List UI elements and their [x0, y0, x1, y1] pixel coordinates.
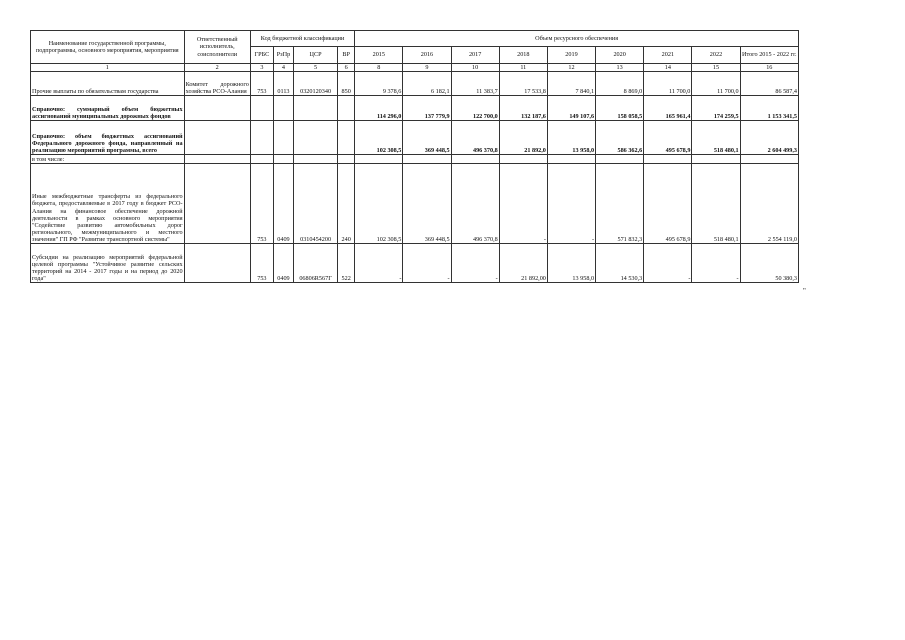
row-value: 7 840,1 [547, 72, 595, 96]
row-grbs: 753 [250, 164, 273, 244]
row-value: 11 700,0 [644, 72, 692, 96]
column-numbers-row [31, 64, 799, 72]
row-executor [184, 244, 250, 283]
row-total: 2 554 119,0 [740, 164, 798, 244]
col-number: 13 [596, 64, 644, 72]
col-number: 11 [499, 64, 547, 72]
row-rzpr: 0409 [273, 164, 293, 244]
row-value: 102 308,5 [355, 164, 403, 244]
col-number: 16 [740, 64, 798, 72]
row-value: - [355, 244, 403, 283]
row-value: 158 058,5 [596, 96, 644, 121]
row-name: Иные межбюджетные трансферты из федерального бюджета, предоставляемые в 2017 году в бюджет РСО-Алания на финансовое обеспечение дорожной деятельности в рамках основного мероприятия "Содействие развитию автомобильных дорог регионального, межмуниципального и местного значения" ГП РФ "Развитие транспортной системы" [31, 164, 185, 244]
row-executor: Комитет дорожного хозяйства РСО-Алания [184, 72, 250, 96]
row-value: - [451, 244, 499, 283]
row-executor [184, 96, 250, 121]
row-rzpr [273, 121, 293, 155]
col-number: 10 [451, 64, 499, 72]
col-number: 4 [273, 64, 293, 72]
row-name: Справочно: объем бюджетных ассигнований Федерального дорожного фонда, направленный на реализацию мероприятий программы, всего [31, 121, 185, 155]
col-number: 9 [403, 64, 451, 72]
col-number: 12 [547, 64, 595, 72]
header-executor: Ответственный исполнитель, соисполнители [184, 31, 250, 64]
row-executor [184, 164, 250, 244]
row-csr: 0310454200 [293, 164, 337, 244]
row-value: 122 700,0 [451, 96, 499, 121]
row-csr: 06806R567Г [293, 244, 337, 283]
row-value: - [499, 164, 547, 244]
row-rzpr: 0409 [273, 244, 293, 283]
row-name: Прочие выплаты по обязательствам государства [31, 72, 185, 96]
row-grbs: 753 [250, 244, 273, 283]
header-csr: ЦСР [293, 47, 337, 64]
header-year: 2019 [547, 47, 595, 64]
row-value: 518 480,1 [692, 121, 740, 155]
row-value: 149 107,6 [547, 96, 595, 121]
header-total: Итого 2015 - 2022 гг. [740, 47, 798, 64]
header-year: 2017 [451, 47, 499, 64]
table-row [31, 72, 799, 96]
header-grbs: ГРБС [250, 47, 273, 64]
row-vr: 522 [338, 244, 355, 283]
row-value: 21 892,00 [499, 244, 547, 283]
header-vr: ВР [338, 47, 355, 64]
row-executor [184, 121, 250, 155]
row-value: 6 182,1 [403, 72, 451, 96]
table-row [31, 96, 799, 121]
row-value: 17 533,8 [499, 72, 547, 96]
col-number: 2 [184, 64, 250, 72]
header-year: 2021 [644, 47, 692, 64]
row-vr [338, 96, 355, 121]
row-vr [338, 121, 355, 155]
row-rzpr [273, 96, 293, 121]
header-year: 2022 [692, 47, 740, 64]
row-value: 496 370,8 [451, 121, 499, 155]
row-value: 165 961,4 [644, 96, 692, 121]
col-number: 8 [355, 64, 403, 72]
row-value: 114 296,0 [355, 96, 403, 121]
row-name: Субсидии на реализацию мероприятий федеральной целевой программы "Устойчивое развитие сельских территорий на 2014 - 2017 годы и на период до 2020 года" [31, 244, 185, 283]
row-rzpr: 0113 [273, 72, 293, 96]
row-grbs [250, 121, 273, 155]
row-value: 369 448,5 [403, 164, 451, 244]
row-vr: 850 [338, 72, 355, 96]
row-name: в том числе: [31, 155, 185, 164]
row-value: 102 308,5 [355, 121, 403, 155]
table-row [31, 244, 799, 283]
row-value: 586 362,6 [596, 121, 644, 155]
row-value: - [692, 244, 740, 283]
row-value: 132 187,6 [499, 96, 547, 121]
header-year: 2015 [355, 47, 403, 64]
header-resources: Объем ресурсного обеспечения [355, 31, 799, 47]
row-value: 13 958,0 [547, 121, 595, 155]
row-grbs [250, 96, 273, 121]
header-rzpr: РзПр [273, 47, 293, 64]
row-value: 174 259,5 [692, 96, 740, 121]
row-value: 518 480,1 [692, 164, 740, 244]
col-number: 15 [692, 64, 740, 72]
col-number: 3 [250, 64, 273, 72]
header-year: 2020 [596, 47, 644, 64]
row-value: - [403, 244, 451, 283]
header-year: 2016 [403, 47, 451, 64]
header-budget-code: Код бюджетной классификации [250, 31, 354, 47]
row-vr: 240 [338, 164, 355, 244]
col-number: 14 [644, 64, 692, 72]
table-row [31, 164, 799, 244]
resource-table [30, 30, 799, 283]
row-csr [293, 121, 337, 155]
row-value: 14 530,3 [596, 244, 644, 283]
row-value: 496 370,8 [451, 164, 499, 244]
col-number: 6 [338, 64, 355, 72]
row-value: 495 678,9 [644, 164, 692, 244]
col-number: 5 [293, 64, 337, 72]
row-value: - [547, 164, 595, 244]
row-value: 571 832,3 [596, 164, 644, 244]
row-total: 1 153 341,5 [740, 96, 798, 121]
row-total: 50 380,3 [740, 244, 798, 283]
row-value: 13 958,0 [547, 244, 595, 283]
table-row [31, 121, 799, 155]
row-value: 21 892,0 [499, 121, 547, 155]
row-value: 11 383,7 [451, 72, 499, 96]
row-total: 2 604 499,3 [740, 121, 798, 155]
header-year: 2018 [499, 47, 547, 64]
row-value: - [644, 244, 692, 283]
row-value: 11 700,0 [692, 72, 740, 96]
closing-quote-mark: " [803, 287, 806, 295]
row-value: 369 448,5 [403, 121, 451, 155]
row-value: 9 378,6 [355, 72, 403, 96]
row-name: Справочно: суммарный объем бюджетных ассигнований муниципальных дорожных фондов [31, 96, 185, 121]
row-grbs: 753 [250, 72, 273, 96]
row-total: 86 587,4 [740, 72, 798, 96]
row-value: 137 779,9 [403, 96, 451, 121]
table-row [31, 155, 799, 164]
row-csr: 0320120340 [293, 72, 337, 96]
col-number: 1 [31, 64, 185, 72]
row-value: 495 678,9 [644, 121, 692, 155]
row-value: 8 869,0 [596, 72, 644, 96]
header-name: Наименование государственной программы, подпрограммы, основного мероприятия, мероприятия [31, 31, 185, 64]
row-csr [293, 96, 337, 121]
